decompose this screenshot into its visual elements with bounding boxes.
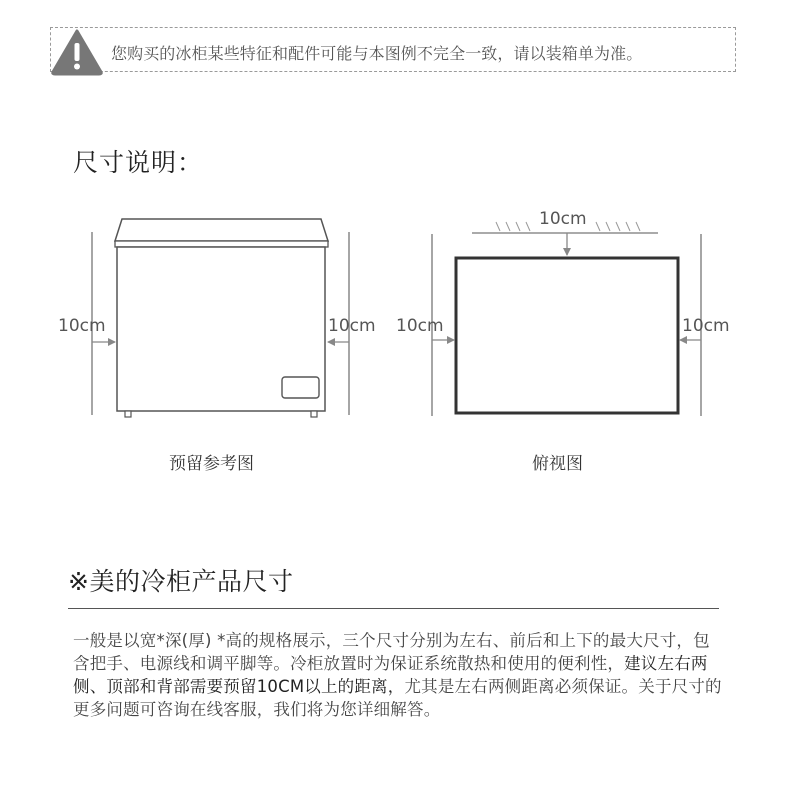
dimension-description [73,629,723,721]
dimensions-title: 尺寸说明： [73,148,204,177]
front-right-clearance-label: 10cm [328,316,376,336]
products-title: ※美的冷柜产品尺寸 [68,567,294,596]
top-view-diagram [396,209,730,416]
freezer-top-outline [456,258,678,413]
control-panel [282,377,319,398]
notice-text: 您购买的冰柜某些特征和配件可能与本图例不完全一致，请以装箱单为准。 [111,44,643,63]
top-clearance-label: 10cm [539,209,587,229]
description-part-1: 一般是以宽*深(厚) *高的规格展示，三个尺寸分别为左右、前后和上下的最大尺寸，包含把手、电源线和调平脚等。冷柜放置时为保证系统散热和使用的便利性， [73,631,710,673]
top-left-clearance-label: 10cm [396,316,444,336]
description-highlight: 建议左右两侧、顶部和背部需要预留10CM以上的距离， [73,654,708,696]
top-right-clearance-label: 10cm [682,316,730,336]
front-view-diagram [58,219,376,417]
front-view-caption: 预留参考图 [169,454,254,474]
divider [68,608,719,609]
freezer-lid [115,219,328,241]
description-part-3: 尤其是左右两侧距离必须保证。关于尺寸的更多问题可咨询在线客服，我们将为您详细解答。 [73,677,722,719]
front-left-clearance-label: 10cm [58,316,106,336]
top-view-caption: 俯视图 [532,454,583,474]
